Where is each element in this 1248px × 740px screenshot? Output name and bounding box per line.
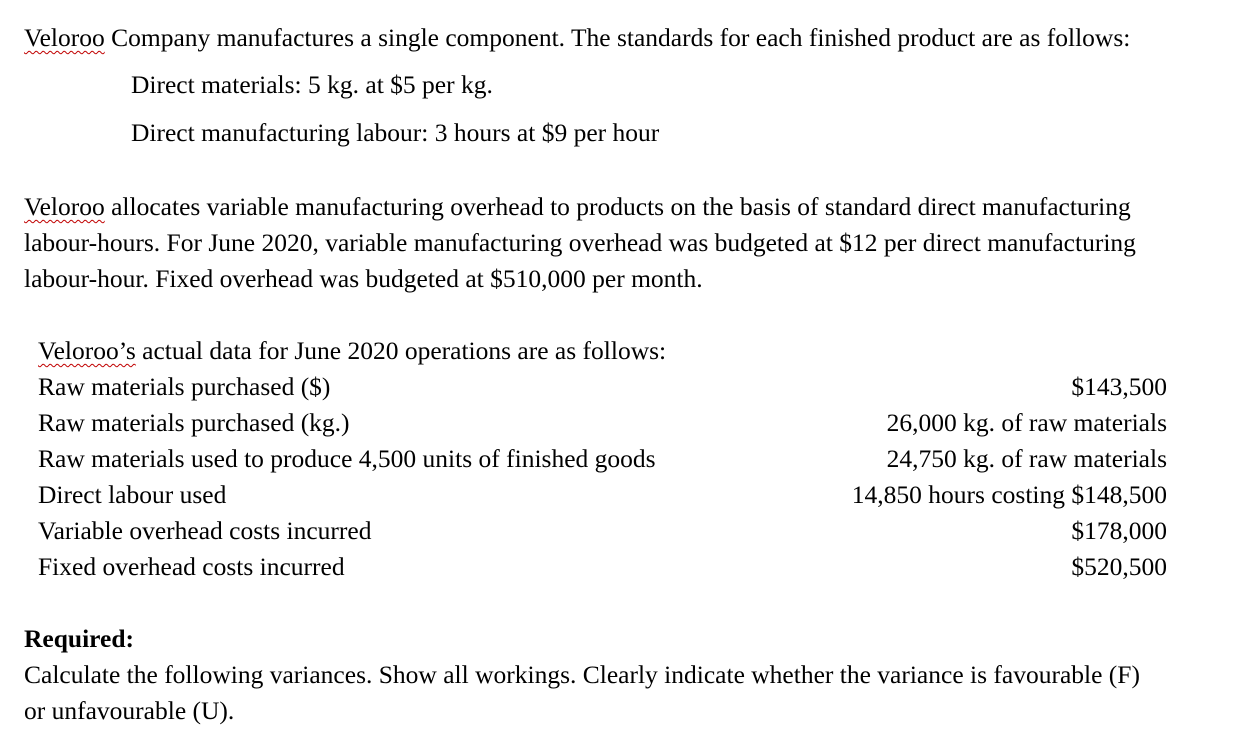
- intro-text: [24, 22, 1130, 54]
- overhead-line-2: labour-hours. For June 2020, variable manufacturing overhead was budgeted at $12 per direct manufacturing: [24, 228, 1136, 257]
- row-label: Raw materials used to produce 4,500 units of finished goods: [38, 444, 656, 473]
- company-name-possessive: Veloroo’s: [38, 336, 136, 365]
- row-value: $178,000: [1071, 516, 1167, 545]
- row-value: $520,500: [1071, 552, 1167, 581]
- overhead-line-1: [24, 191, 1131, 223]
- standard-labour: Direct manufacturing labour: 3 hours at $9 per hour: [131, 118, 660, 147]
- overhead-line-1-rest: allocates variable manufacturing overhead to products on the basis of standard direct manufacturing: [104, 192, 1131, 221]
- company-name: Veloroo: [24, 23, 105, 52]
- actual-heading-rest: actual data for June 2020 operations are as follows:: [135, 336, 667, 365]
- required-line-1: Calculate the following variances. Show all workings. Clearly indicate whether the variance is favourable (F): [24, 660, 1140, 689]
- row-value: 14,850 hours costing $148,500: [851, 480, 1167, 509]
- required-line-2: or unfavourable (U).: [24, 696, 235, 725]
- row-value: 26,000 kg. of raw materials: [886, 408, 1167, 437]
- required-heading: Required:: [24, 624, 135, 653]
- row-value: $143,500: [1071, 372, 1167, 401]
- standard-materials: Direct materials: 5 kg. at $5 per kg.: [131, 70, 493, 99]
- intro-rest: Company manufactures a single component. The standards for each finished product are as follows:: [104, 23, 1131, 52]
- row-value: 24,750 kg. of raw materials: [886, 444, 1167, 473]
- overhead-line-3: labour-hour. Fixed overhead was budgeted at $510,000 per month.: [24, 264, 703, 293]
- row-label: Variable overhead costs incurred: [38, 516, 372, 545]
- company-name: Veloroo: [24, 192, 105, 221]
- row-label: Raw materials purchased (kg.): [38, 408, 350, 437]
- row-label: Fixed overhead costs incurred: [38, 552, 345, 581]
- row-label: Direct labour used: [38, 480, 227, 509]
- row-label: Raw materials purchased ($): [38, 372, 331, 401]
- actual-data-heading: [38, 335, 666, 367]
